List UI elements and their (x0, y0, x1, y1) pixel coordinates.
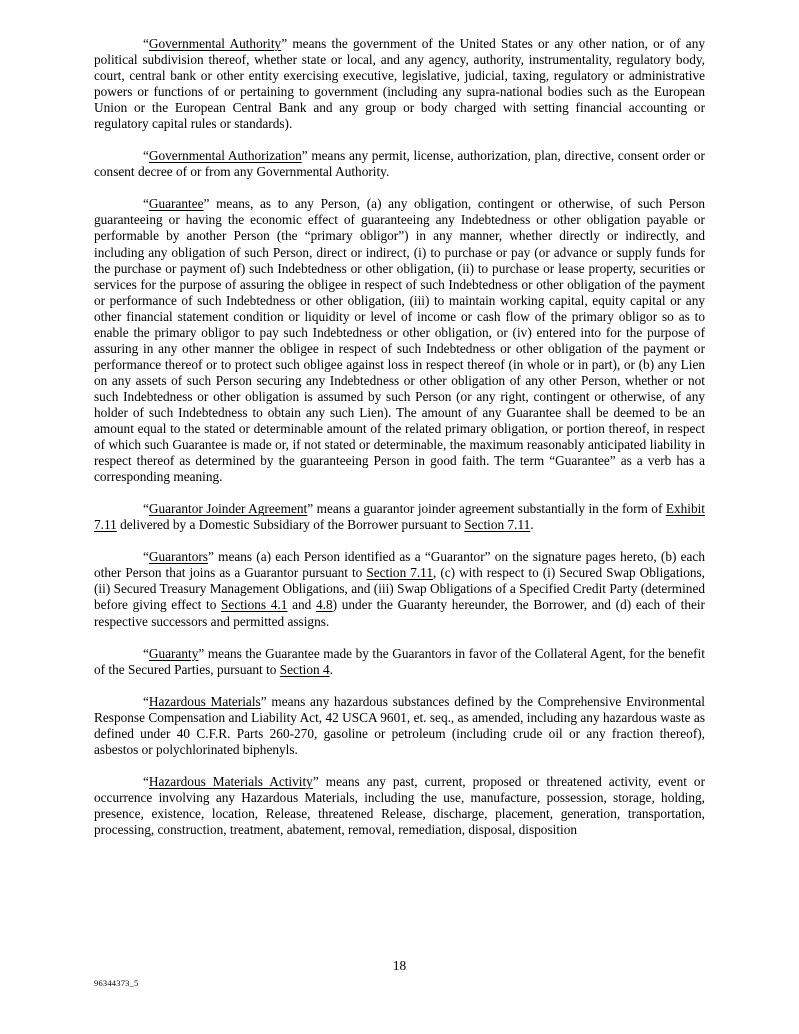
document-id: 96344373_5 (94, 978, 139, 988)
definition-text: “ (143, 148, 149, 164)
definition-text: ” means (a) each Person identified as a “Guarantor” on the signature pages hereto, (b) each other Person that joins as a Guarantor pursuant to (94, 549, 705, 581)
definition-text: and (287, 597, 316, 613)
defined-term: Guarantor Joinder Agreement (148, 501, 308, 517)
definition-text: . (530, 517, 534, 533)
cross-reference: Sections 4.1 (221, 597, 288, 613)
definition-text: “ (143, 645, 149, 661)
definition-text: “ (143, 501, 149, 517)
definition-text: ” means the government of the United States or any other nation, or of any political subdivision thereof, whether state or local, and any agency, authority, instrumentality, regulatory body, court, central bank or other entity exercising executive, legislative, judicial, taxing, regulatory or administrative powers or functions of or pertaining to government (including any supra-national bodies such as the European Union or the European Central Bank and any group or body charged with setting financial accounting or regulatory capital rules or standards). (94, 36, 705, 132)
definition-text: . (329, 661, 333, 677)
definition-paragraph (94, 501, 705, 533)
defined-term: Governmental Authorization (148, 148, 302, 164)
definition-paragraph (94, 646, 705, 678)
definition-paragraph (94, 774, 705, 838)
page-number: 18 (392, 958, 407, 973)
definition-paragraph (94, 549, 705, 629)
definition-text: ” means any past, current, proposed or threatened activity, event or occurrence involving any Hazardous Materials, including the use, manufacture, possession, storage, holding, presence, existence, location, Release, threatened Release, discharge, placement, generation, transportation, processing, construction, treatment, abatement, removal, remediation, disposal, disposition (94, 773, 705, 837)
defined-term: Governmental Authority (148, 36, 282, 51)
definition-text: ” means, as to any Person, (a) any obligation, contingent or otherwise, of such Person guaranteeing or having the economic effect of guaranteeing any Indebtedness or other obligation payable or performable by another Person (the “primary obligor”) in any manner, whether directly or indirectly, and including any obligation of such Person, direct or indirect, (i) to purchase or pay (or advance or supply funds for the purchase or payment of) such Indebtedness or other obligation, (ii) to purchase or lease property, securities or services for the purpose of assuring the obligee in respect of such Indebtedness or other obligation of the payment or performance of such Indebtedness or other obligation, (iii) to maintain working capital, equity capital or any other financial statement condition or liquidity or level of income or cash flow of the primary obligor so as to enable the primary obligor to pay such Indebtedness or other obligation, or (iv) entered into for the purpose of assuring in any other manner the obligee in respect of such Indebtedness or other obligation of the payment or performance thereof or to protect such obligee against loss in respect thereof (in whole or in part), or (b) any Lien on any assets of such Person securing any Indebtedness or other obligation of any other Person, whether or not such Indebtedness or other obligation is assumed by such Person (or any right, contingent or otherwise, of any holder of such Indebtedness to obtain any such Lien). The amount of any Guarantee shall be deemed to be an amount equal to the stated or determinable amount of the related primary obligation, or portion thereof, in respect of which such Guarantee is made or, if not stated or determinable, the maximum reasonably anticipated liability in respect thereof as determined by the guaranteeing Person in good faith. The term “Guarantee” as a verb has a corresponding meaning. (94, 196, 705, 485)
document-page (94, 36, 705, 838)
definition-text: “ (143, 196, 149, 212)
defined-term: Hazardous Materials (148, 693, 261, 709)
definition-paragraph (94, 36, 705, 132)
cross-reference: 4.8 (315, 597, 333, 613)
defined-term: Guarantee (148, 196, 204, 212)
defined-term: Guarantors (148, 549, 208, 565)
definition-paragraph (94, 148, 705, 180)
definition-text: , (c) with respect to (i) Secured Swap Obligations, (ii) Secured Treasury Management Obligations, and (iii) Swap Obligations of a Specified Credit Party (determined before giving effect to (94, 565, 706, 613)
definition-text: “ (143, 36, 149, 51)
definition-paragraph (94, 694, 705, 758)
definition-text: ” means any hazardous substances defined by the Comprehensive Environmental Response Compensation and Liability Act, 42 USCA 9601, et. seq., as amended, including any hazardous waste as defined under 40 C.F.R. Parts 260-270, gasoline or petroleum (including crude oil or any fraction thereof), asbestos or polychlorinated biphenyls. (94, 693, 705, 757)
definition-paragraph (94, 196, 705, 485)
definition-text: “ (143, 549, 149, 565)
definition-text: ” means any permit, license, authorization, plan, directive, consent order or consent decree of or from any Governmental Authority. (94, 148, 705, 180)
cross-reference: Exhibit 7.11 (94, 501, 705, 533)
cross-reference: Section 7.11 (464, 517, 531, 533)
definition-text: delivered by a Domestic Subsidiary of the Borrower pursuant to (116, 517, 465, 533)
definition-text: ” means the Guarantee made by the Guarantors in favor of the Collateral Agent, for the benefit of the Secured Parties, pursuant to (94, 645, 705, 677)
definition-text: “ (143, 773, 149, 789)
defined-term: Hazardous Materials Activity (148, 773, 313, 789)
cross-reference: Section 7.11 (366, 565, 433, 581)
definition-text: ) under the Guaranty hereunder, the Borrower, and (d) each of their respective successors and permitted assigns. (94, 597, 705, 629)
defined-term: Guaranty (148, 645, 199, 661)
definition-text: ” means a guarantor joinder agreement substantially in the form of (307, 501, 666, 517)
definition-text: “ (143, 693, 149, 709)
cross-reference: Section 4 (279, 661, 330, 677)
